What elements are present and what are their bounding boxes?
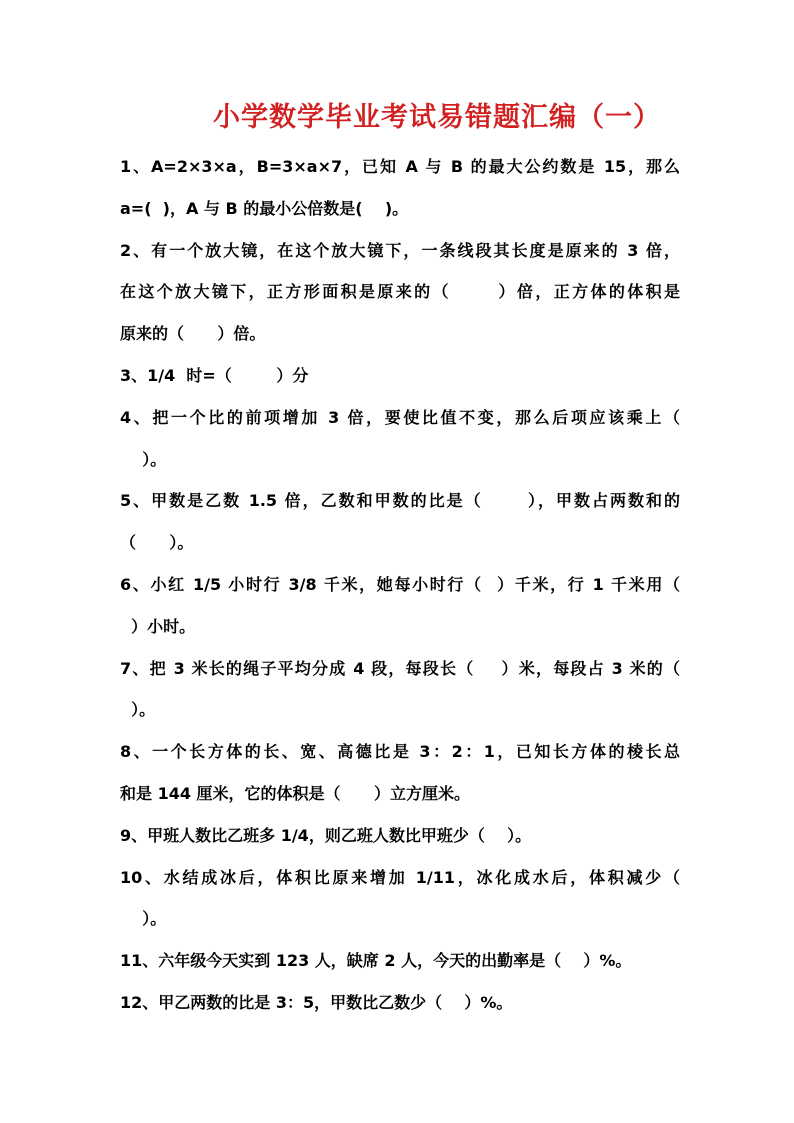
question-7-line-2: ）。 [120,700,156,720]
question-2-line-2: 在这个放大镜下，正方形面积是原来的（ ）倍，正方体的体积是 [120,282,680,302]
document-title: 小学数学毕业考试易错题汇编（一） [213,102,661,133]
question-3-line-1: 3、1/4 时=（ ）分 [120,365,309,385]
question-8-line-1: 8、一个长方体的长、宽、高德比是 3：2：1，已知长方体的棱长总 [120,742,680,762]
question-4-line-1: 4、把一个比的前项增加 3 倍，要使比值不变，那么后项应该乘上（ [120,407,680,427]
question-2-line-3: 原来的（ ）倍。 [120,324,266,344]
question-6-line-2: ）小时。 [120,616,196,636]
question-9-line-1: 9、甲班人数比乙班多 1/4，则乙班人数比甲班少（ ）。 [120,825,532,845]
question-10-line-2: ）。 [120,909,167,929]
question-2-line-1: 2、有一个放大镜，在这个放大镜下，一条线段其长度是原来的 3 倍， [120,240,680,260]
question-5-line-1: 5、甲数是乙数 1.5 倍，乙数和甲数的比是（ ），甲数占两数和的 [120,491,680,511]
question-1-line-1: 1、A=2×3×a，B=3×a×7，已知 A 与 B 的最大公约数是 15，那么 [120,157,680,176]
question-8-line-2: 和是 144 厘米，它的体积是（ ）立方厘米。 [120,783,470,803]
question-11-line-1: 11、六年级今天实到 123 人，缺席 2 人，今天的出勤率是（ ）%。 [120,951,632,971]
question-5-line-2: （ ）。 [120,533,194,553]
question-list [120,146,680,1024]
question-4-line-2: ）。 [120,449,167,469]
question-1-line-2: a=( )，A 与 B 的最小公倍数是( )。 [120,198,409,218]
question-10-line-1: 10、水结成冰后，体积比原来增加 1/11，冰化成水后，体积减少（ [120,867,680,887]
question-7-line-1: 7、把 3 米长的绳子平均分成 4 段，每段长（ ）米，每段占 3 米的（ [120,658,680,678]
question-12-line-1: 12、甲乙两数的比是 3：5，甲数比乙数少（ ）%。 [120,992,513,1012]
question-6-line-1: 6、小红 1/5 小时行 3/8 千米，她每小时行（ ）千米，行 1 千米用（ [120,574,680,594]
